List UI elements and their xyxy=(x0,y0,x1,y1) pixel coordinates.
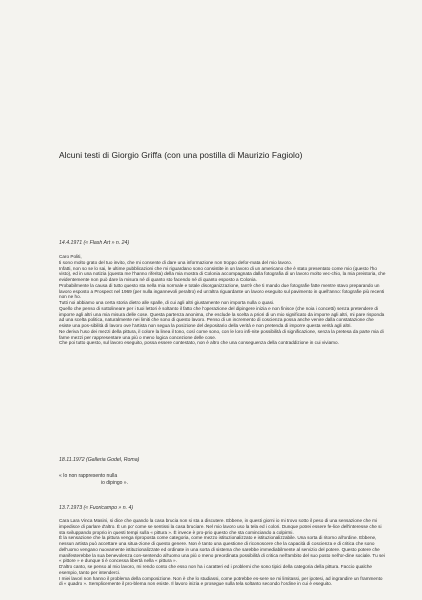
quote-line: « Io non rappresento nulla xyxy=(59,473,118,479)
quote xyxy=(59,473,386,486)
paragraph: Caro Politi, xyxy=(59,254,82,259)
paragraph: Cara Lara Vinca Masini, si dice che quando la casa brucia non si sta a discutere. Ebbene, in questi giorni io mi trovo sotto il peso di una sensazione che mi impedisce di parlare d'altro. È un po' come se sentissi la casa bruciare. Nel mio lavoro uso la tela ed i colori. Dunque potrei essere fe-lice dell'interesse che si sta sviluppando proprio in questi tempi sulla « pittura ». È invece è pro-prio questo che sta cominciando a colpirmi. xyxy=(59,518,382,535)
paragraph: Probabilmente la causa di tutto questo sta nella mia normale e totale disorganizzazione, tant'è che ti mando due fotografie fatte mentre stavo preparando un lavoro esposto a Prospect nel 1969 (per nulla ingannevoli peraltro) ed un'altra riguardante un lavoro eseguito sul pavimento in quell'anno: fotografie più recenti non ne ho. xyxy=(59,282,385,300)
paragraph: Che poi tutto questo, sul lavoro eseguito, possa essere contestato, non è altro che una conseguenza della contraddizione in cui viviamo. xyxy=(59,340,339,346)
section-1971 xyxy=(59,240,386,346)
document-title: Alcuni testi di Giorgio Griffa (con una postilla di Maurizio Fagiolo) xyxy=(59,150,303,160)
entry-date: 14.4.1971 (« Flash Art » n. 24) xyxy=(59,240,130,246)
letter-body xyxy=(59,518,386,587)
letter-body xyxy=(59,254,386,346)
quote-line: io dipingo ». xyxy=(101,479,128,486)
paragraph: ti sono molto grato del tuo invito, che mi consente di dare una informazione non troppo defor-mata del mio lavoro. xyxy=(59,259,292,265)
section-1972 xyxy=(59,457,386,486)
paragraph: Tutti noi abbiamo una certa storia dietro alle spalle, di cui agli altri giustamente non importa nulla o quasi. xyxy=(59,300,275,305)
entry-date: 18.11.1972 (Galleria Godel, Roma) xyxy=(59,457,140,463)
section-1973 xyxy=(59,505,386,587)
paragraph: Quello che penso di sottolineare per i tuoi lettori è soltanto il fatto che l'operazione del dipingere inizia e non finisce (che noia i concetti) senza pretendere di imporre agli altri una mia misura delle cose. Questa partenza anonima, che esclude la scelta a priori di un mio significato da imporre agli altri, mi pare risponda ad una scelta politica, naturalmente nei limiti che sono di questo lavoro. Penso di un incremento di coscienza possa anche venire dalla constatazione che esiste una pos-sibilità di lavoro ove l'artista non segua la posizione del depositario della verità e non pretenda di imporre questa verità agli altri. xyxy=(59,305,385,328)
paragraph: I miei lavori non hanno il problema della composizione. Non è che lo studiassi, come potrebbe es-sere se mi limitassi, per ipotesi, ad ingrandire un frammento di « quadro ». Semplicemente il pro-blema non esiste. Il lavoro inizia e prosegue sulla tela soltanto secondo l'ordine in cui è eseguito. xyxy=(59,575,383,587)
paragraph: È la sensazione che la pittura venga riproposta come categoria, come mezzo istituzionalizzato e istituzionalizzabile. Una sorta di ritorno all'ordine. Ebbene, nessun artista può accettare una situa-zione di questo genere. Non è tanto una questione di riconoscere che la capacità di coscienza e di critica che sono dell'uomo vengano nuovamente istituzionalizzate ed ordinate in una sorta di sistema che sarebbe immediabilmente al servizio del potere. Questo potere che manifesterebbe la sua benevolenza con-sentendo all'uomo una più o meno preordinata possibilità di critica nell'ambito del suo posto nell'or-dine sociale. Tu sei « pittore » e dunque ti è concessa libertà nella « pittura ». xyxy=(59,535,385,564)
entry-date: 13.7.1973 (« Fuoricampo » n. 4) xyxy=(59,505,134,511)
paragraph: Ne deriva l'uso dei mezzi della pittura, il colore la linea il tono, così come sono, con le loro infi-nite possibilità di significazione, senza la pretesa da parte mia di farne mezzi per rappresentare una più o meno logica concezione delle cose. xyxy=(59,328,384,340)
paragraph: D'altro canto, se penso al mio lavoro, mi rendo conto che esso non ha i caratteri ed i problemi che sono tipici della categoria della pittura. Faccio qualche esempio, tanto per intenderci. xyxy=(59,564,373,575)
paragraph: Infatti, non so se lo sai, le ultime pubblicazioni che mi riguardano sono consistite in un lavoro di un americano che è stato presentato come mio (questo l'ho visto), ed in una notizia (questa me l'hanno riferita) della mia mostra di Colonia accompagnata dalla fotografia di un lavoro molto vec-chio, la mia preistoria, che evidentemente non può dare la misura né di quanto sto facendo né di quanto esposto a Colonia. xyxy=(59,265,386,282)
